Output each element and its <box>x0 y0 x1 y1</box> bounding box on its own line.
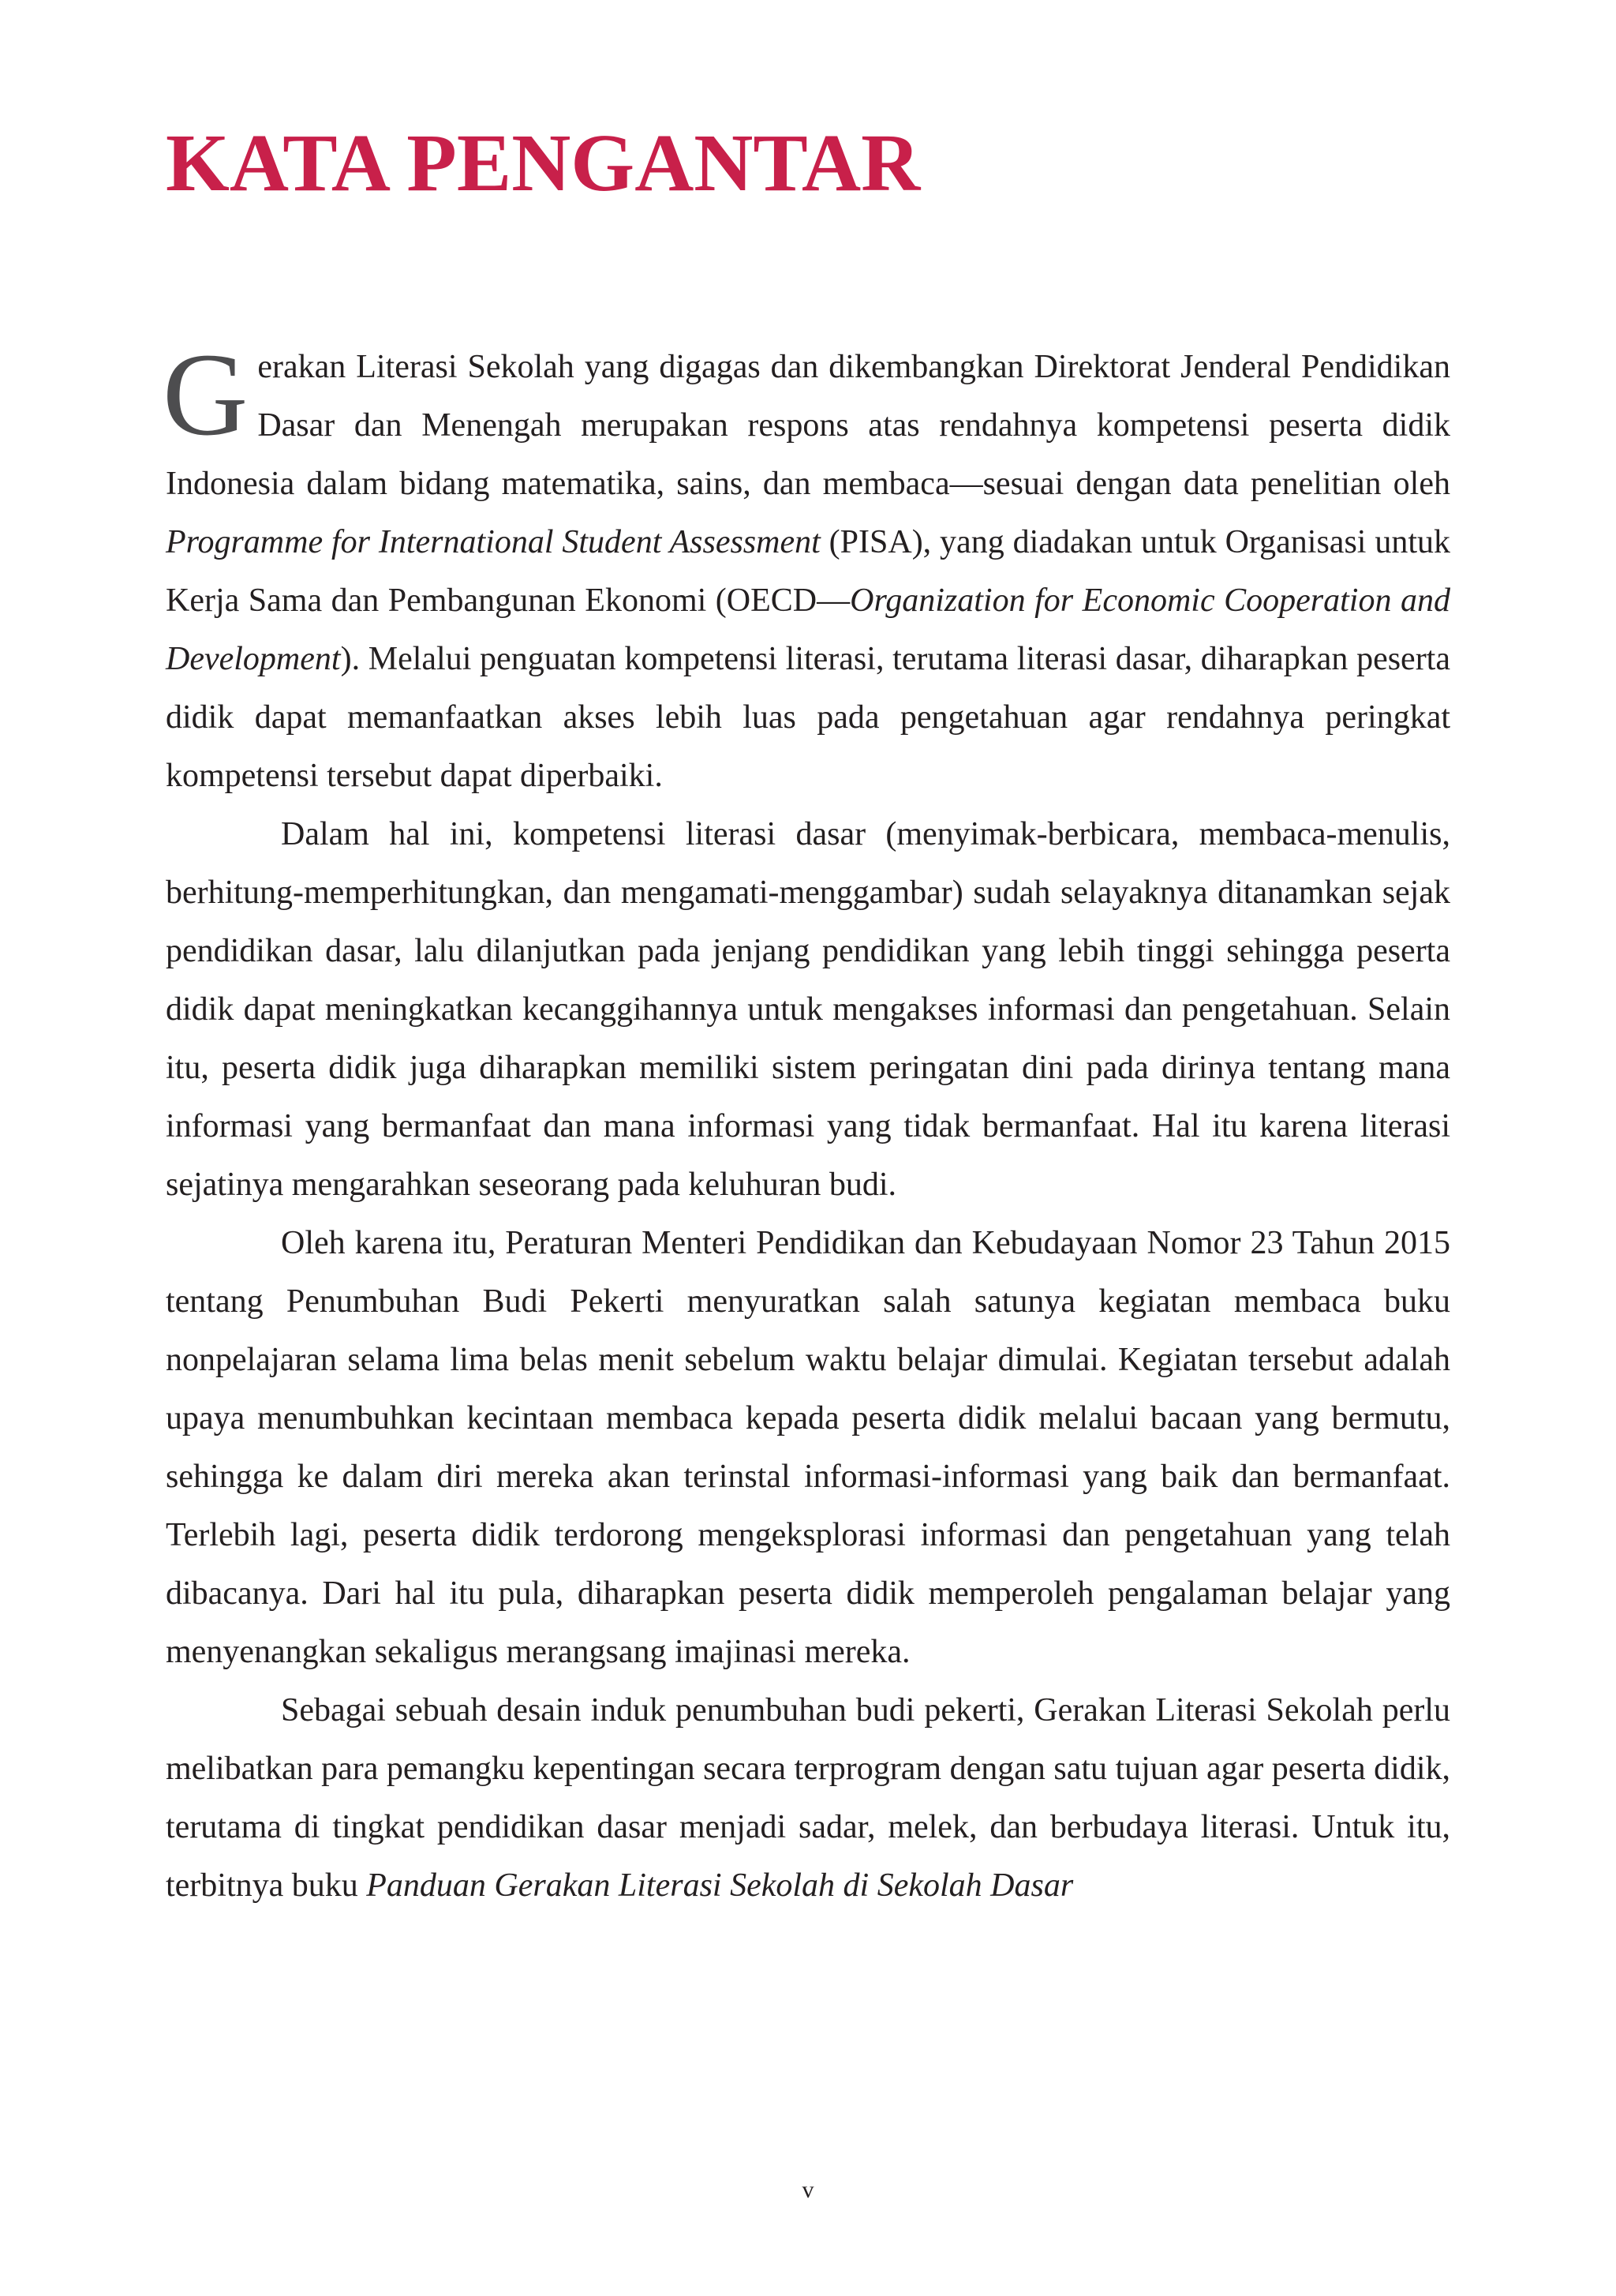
paragraph-1-text-c: ). Melalui penguatan kompetensi literasi, terutama literasi dasar, diharapkan peserta didik dapat memanfaatkan akses lebih luas pada pengetahuan agar rendahnya peringkat kompetensi tersebut dapat diperbaiki. <box>166 641 1450 794</box>
page-title: KATA PENGANTAR <box>166 118 921 208</box>
paragraph-1 <box>163 329 1450 805</box>
paragraph-3: Oleh karena itu, Peraturan Menteri Pendidikan dan Kebudayaan Nomor 23 Tahun 2015 tentang Penumbuhan Budi Pekerti menyuratkan salah satunya kegiatan membaca buku nonpelajaran selama lima belas menit sebelum waktu belajar dimulai. Kegiatan tersebut adalah upaya menumbuhkan kecintaan membaca kepada peserta didik melalui bacaan yang bermutu, sehingga ke dalam diri mereka akan terinstal informasi-informasi yang baik dan bermanfaat. Terlebih lagi, peserta didik terdorong mengeksplorasi informasi dan pengetahuan yang telah dibacanya. Dari hal itu pula, diharapkan peserta didik memperoleh pengalaman belajar yang menyenangkan sekaligus merangsang imajinasi mereka. <box>166 1225 1450 1670</box>
paragraph-4-italic-book-title: Panduan Gerakan Literasi Sekolah di Sekolah Dasar <box>366 1867 1074 1904</box>
drop-cap: G <box>163 329 249 460</box>
paragraph-1-italic-pisa: Programme for International Student Assessment <box>166 524 821 560</box>
paragraph-4-text-a: Sebagai sebuah desain induk penumbuhan budi pekerti, Gerakan Literasi Sekolah perlu melibatkan para pemangku kepentingan secara terprogram dengan satu tujuan agar peserta didik, terutama di tingkat pendidikan dasar menjadi sadar, melek, dan berbudaya literasi. Untuk itu, terbitnya buku <box>166 1692 1451 1904</box>
body-text <box>163 329 1451 1915</box>
paragraph-1-italic-oecd: Organization for Economic Cooperation and Development <box>166 582 1450 677</box>
paragraph-1-text-b: (PISA), yang diadakan untuk Organisasi untuk Kerja Sama dan Pembangunan Ekonomi (OECD— <box>166 524 1450 619</box>
paragraph-1-text-a: erakan Literasi Sekolah yang digagas dan dikembangkan Direktorat Jenderal Pendidikan Dasar dan Menengah merupakan respons atas rendahnya kompetensi peserta didik Indonesia dalam bidang matematika, sains, dan membaca—sesuai dengan data penelitian oleh <box>166 349 1450 502</box>
paragraph-4 <box>166 1681 1450 1915</box>
paragraph-2: Dalam hal ini, kompetensi literasi dasar (menyimak-berbicara, membaca-menulis, berhitung-memperhitungkan, dan mengamati-menggambar) sudah selayaknya ditanamkan sejak pendidikan dasar, lalu dilanjutkan pada jenjang pendidikan yang lebih tinggi sehingga peserta didik dapat meningkatkan kecanggihannya untuk mengakses informasi dan pengetahuan. Selain itu, peserta didik juga diharapkan memiliki sistem peringatan dini pada dirinya tentang mana informasi yang bermanfaat dan mana informasi yang tidak bermanfaat. Hal itu karena literasi sejatinya mengarahkan seseorang pada keluhuran budi. <box>166 816 1450 1203</box>
page-number: v <box>802 2177 814 2203</box>
